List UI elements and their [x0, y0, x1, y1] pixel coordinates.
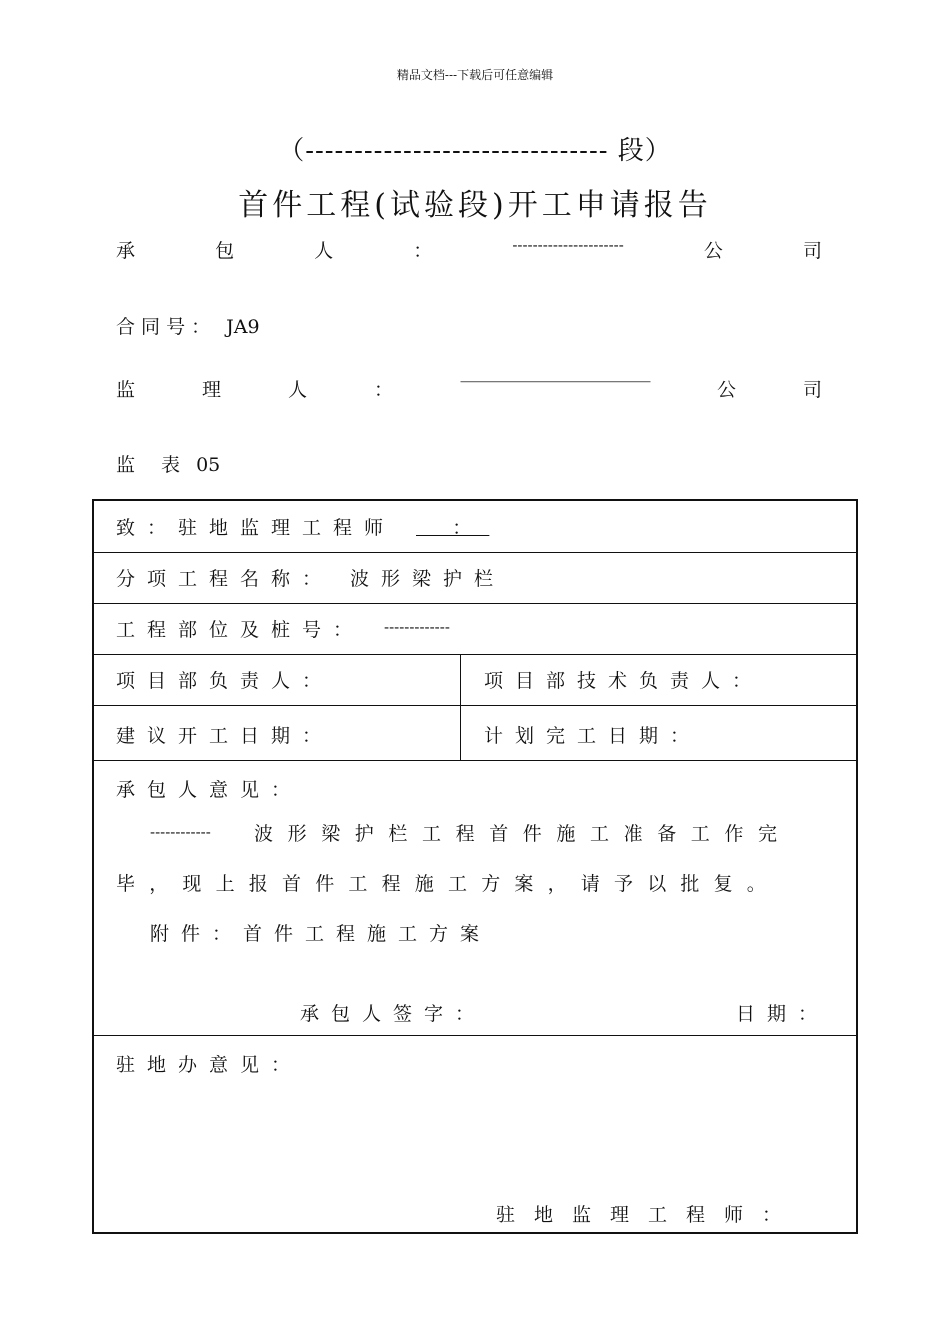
page-title: 首件工程(试验段)开工申请报告 — [238, 188, 712, 223]
supervisor-label-char: 理 — [202, 379, 222, 401]
resident-engineer-label: 驻地监理工程师： — [496, 1204, 801, 1226]
location-label: 工程部位及桩号： — [116, 619, 365, 641]
contract-number — [116, 312, 260, 339]
contractor-value: ---------------------- — [512, 236, 624, 254]
supervisor-label-char: 人 — [288, 379, 308, 401]
table-row-location — [94, 604, 856, 655]
column-divider — [460, 655, 461, 705]
contractor-label-char: 人 — [314, 240, 334, 262]
opinion-line-1: 波形梁护栏工程首件施工准备工作完 — [254, 823, 792, 845]
table-row-recipient — [94, 501, 856, 553]
supervisor-row — [116, 375, 822, 402]
opinion-dash: ------------ — [150, 823, 211, 841]
contractor-row — [116, 236, 822, 263]
subitem-label: 分项工程名称： — [116, 568, 334, 590]
contractor-label-char: ： — [413, 240, 433, 262]
contractor-suffix-char: 司 — [802, 240, 822, 262]
column-divider — [460, 706, 461, 760]
table-row-contractor-opinion — [94, 761, 856, 1036]
proposed-start-date-label: 建议开工日期： — [116, 725, 334, 747]
contractor-signature-label: 承包人签字： — [300, 1003, 487, 1025]
table-row-dates — [94, 706, 856, 761]
form-number-label: 监 表 — [116, 454, 191, 476]
supervisor-label-char: 监 — [116, 379, 136, 401]
contractor-opinion-label: 承包人意见： — [116, 779, 303, 801]
contractor-label-char: 包 — [215, 240, 235, 262]
table-row-managers — [94, 655, 856, 706]
contractor-date-label: 日期： — [736, 1003, 830, 1025]
opinion-line-2: 毕，现上报首件工程施工方案，请予以批复。 — [116, 873, 781, 895]
recipient-value: ： — [416, 517, 490, 539]
contractor-suffix-char: 公 — [703, 240, 723, 262]
subitem-value: 波形梁护栏 — [350, 568, 506, 590]
table-row-office-opinion — [94, 1036, 856, 1232]
technical-manager-label: 项目部技术负责人： — [484, 670, 764, 692]
recipient-label: 致：驻地监理工程师 — [116, 517, 396, 539]
planned-completion-date-label: 计划完工日期： — [484, 725, 702, 747]
office-opinion-label: 驻地办意见： — [116, 1054, 303, 1076]
header-note: 精品文档---下载后可任意编辑 — [396, 68, 554, 82]
contract-number-label: 合 同 号 ： — [116, 316, 211, 338]
location-value: ------------- — [384, 618, 450, 636]
title-segment: （------------------------------- 段） — [278, 136, 672, 166]
table-row-subitem — [94, 553, 856, 604]
supervisor-value: ——————————————————— — [460, 375, 650, 388]
supervisor-label-char: ： — [374, 379, 394, 401]
contractor-label-char: 承 — [116, 240, 136, 262]
attachment-note: 附件：首件工程施工方案 — [150, 923, 492, 945]
supervisor-suffix-char: 司 — [802, 379, 822, 401]
contract-number-value: JA9 — [226, 316, 260, 338]
application-form-table — [92, 499, 858, 1234]
project-manager-label: 项目部负责人： — [116, 670, 334, 692]
supervisor-suffix-char: 公 — [716, 379, 736, 401]
form-number-value: 05 — [196, 454, 221, 476]
form-number — [116, 450, 220, 477]
